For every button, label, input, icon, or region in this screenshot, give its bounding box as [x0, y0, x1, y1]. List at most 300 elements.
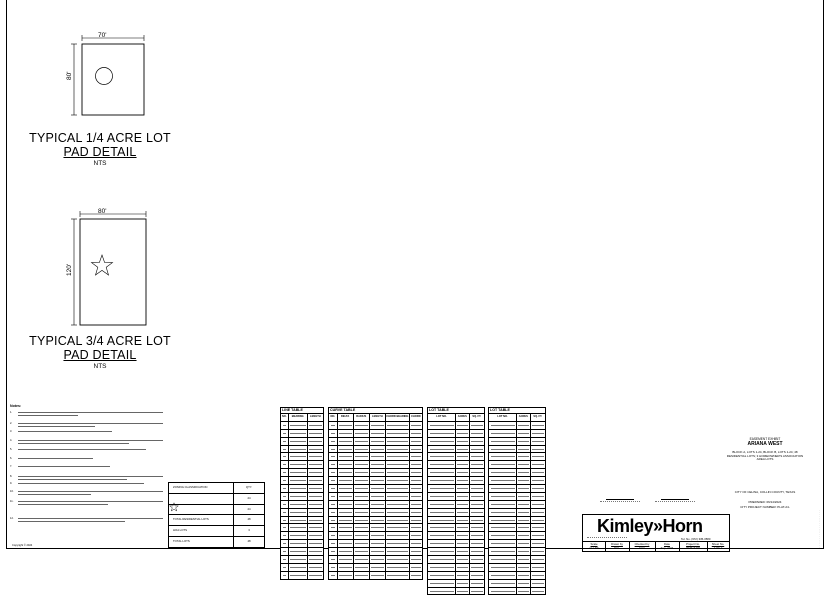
table-row — [281, 500, 323, 508]
table-row — [281, 531, 323, 539]
detail-title-line1: TYPICAL 1/4 ACRE LOT — [29, 131, 171, 145]
table-row — [489, 523, 545, 531]
table-title: LINE TABLE — [282, 408, 303, 412]
table-cell — [517, 548, 531, 555]
table-cell — [281, 564, 289, 571]
table-row — [329, 563, 422, 571]
table-cell — [470, 588, 484, 595]
table-cell — [517, 430, 531, 437]
detail-quarter-acre-drawing — [60, 30, 160, 130]
table-cell — [308, 548, 323, 555]
table-cell — [470, 517, 484, 524]
note-number: 6. — [10, 457, 13, 460]
table-cell — [370, 517, 386, 524]
table-cell — [517, 453, 531, 460]
table-cell — [531, 469, 545, 476]
table-cell — [410, 532, 422, 539]
table-cell — [289, 556, 308, 563]
table-cell — [289, 453, 308, 460]
table-cell — [289, 548, 308, 555]
table-cell — [281, 453, 289, 460]
title-block-row — [583, 541, 729, 552]
table-row — [281, 468, 323, 476]
table-cell — [329, 564, 338, 571]
table-title: CURVE TABLE — [330, 408, 356, 412]
table-row — [329, 547, 422, 555]
table-row — [428, 484, 484, 492]
note-number: 2. — [10, 422, 13, 425]
table-cell — [386, 572, 410, 579]
table-row — [489, 429, 545, 437]
table-row — [428, 445, 484, 453]
table-cell — [329, 469, 338, 476]
table-cell — [428, 469, 456, 476]
table-row — [428, 547, 484, 555]
zoning-row-label: TOTAL LOTS — [169, 537, 234, 547]
firm-logo-kimley: Kimley — [597, 516, 654, 536]
table-cell — [370, 485, 386, 492]
table-cell — [370, 461, 386, 468]
project-name: ARIANA WEST — [747, 441, 783, 447]
table-header-cell: NO. — [329, 414, 338, 421]
table-cell — [289, 517, 308, 524]
table-cell — [531, 532, 545, 539]
table-cell — [517, 540, 531, 547]
table-row — [489, 531, 545, 539]
table-header-cell: ACRES — [456, 414, 470, 421]
lot-pad-outline — [80, 219, 146, 325]
table-cell — [281, 422, 289, 429]
table-row — [428, 587, 484, 595]
table-cell — [428, 422, 456, 429]
table-cell — [308, 493, 323, 500]
table-row — [281, 508, 323, 516]
table-cell — [289, 572, 308, 579]
table-cell — [281, 469, 289, 476]
table-header-cell: LOT NO. — [489, 414, 517, 421]
zoning-row-value: 48 — [247, 517, 251, 522]
table-cell — [456, 501, 470, 508]
table-cell — [489, 493, 517, 500]
table-cell — [338, 509, 354, 516]
table-cell — [456, 580, 470, 587]
table-cell — [428, 493, 456, 500]
table-row — [281, 421, 323, 429]
height-dimension: 80' — [66, 71, 73, 80]
table-cell — [428, 438, 456, 445]
title-block-label: Drawn by — [611, 542, 623, 546]
table-cell — [354, 501, 370, 508]
table-cell — [338, 517, 354, 524]
table-cell — [308, 430, 323, 437]
table-cell — [329, 524, 338, 531]
title-block-value: DGL — [614, 546, 620, 550]
table-cell — [308, 446, 323, 453]
table-cell — [289, 422, 308, 429]
table-cell — [370, 540, 386, 547]
table-title: LOT TABLE — [429, 408, 449, 412]
table-cell — [329, 422, 338, 429]
table-cell — [338, 572, 354, 579]
table-cell — [338, 485, 354, 492]
table-cell — [489, 501, 517, 508]
table-cell — [329, 548, 338, 555]
detail-title-line2: PAD DETAIL — [63, 145, 137, 159]
table-cell — [531, 446, 545, 453]
table-row — [428, 531, 484, 539]
table-header-cell: CHORD BEARING — [386, 414, 410, 421]
zoning-row — [169, 536, 264, 547]
table-cell — [531, 509, 545, 516]
sheet-border-left — [6, 0, 7, 549]
table-row — [489, 460, 545, 468]
note-number: 3. — [10, 430, 13, 433]
table-row — [489, 571, 545, 579]
table-cell — [428, 556, 456, 563]
table-cell — [338, 430, 354, 437]
table-cell — [470, 446, 484, 453]
detail-title — [20, 131, 180, 159]
table-cell — [517, 588, 531, 595]
table-cell — [329, 517, 338, 524]
title-block-value: 063514700 — [686, 546, 700, 550]
firm-phone: Tel. No. (972) 335-3580 — [681, 537, 711, 541]
table-row — [489, 539, 545, 547]
table-cell — [386, 485, 410, 492]
table-cell — [354, 485, 370, 492]
table-cell — [428, 532, 456, 539]
table-row — [281, 555, 323, 563]
zoning-row — [169, 483, 264, 493]
table-cell — [456, 430, 470, 437]
table-cell — [470, 453, 484, 460]
table-cell — [470, 524, 484, 531]
title-block-label: Checked by — [634, 542, 650, 546]
table-header-row — [281, 413, 323, 421]
title-block-label: Scale — [590, 542, 598, 546]
table-header-cell: LENGTH — [370, 414, 386, 421]
table-cell — [386, 477, 410, 484]
table-row — [329, 555, 422, 563]
table-cell — [410, 540, 422, 547]
title-block-cell — [583, 542, 606, 552]
table-cell — [329, 430, 338, 437]
table-row — [428, 571, 484, 579]
table-cell — [531, 556, 545, 563]
table-cell — [386, 461, 410, 468]
title-block-value: Sep. 2024 — [660, 546, 674, 550]
table-row — [489, 476, 545, 484]
firm-title-block — [582, 514, 730, 552]
note-text-lines — [18, 501, 163, 507]
table-header-row — [329, 413, 422, 421]
sheet-border-right — [823, 0, 824, 549]
zoning-row-label: HOA LOTS — [169, 526, 234, 536]
note-text-lines — [18, 431, 163, 434]
table-cell — [370, 532, 386, 539]
table-row — [428, 563, 484, 571]
table-cell — [456, 422, 470, 429]
table-cell — [281, 493, 289, 500]
table-cell — [470, 509, 484, 516]
table-row — [329, 429, 422, 437]
table-cell — [370, 477, 386, 484]
table-cell — [289, 501, 308, 508]
table-cell — [410, 438, 422, 445]
table-row — [428, 476, 484, 484]
table-cell — [289, 540, 308, 547]
table-cell — [370, 501, 386, 508]
table-row — [489, 437, 545, 445]
zoning-row-value: QTY. — [245, 485, 253, 489]
table-row — [329, 484, 422, 492]
table-cell — [308, 461, 323, 468]
table-cell — [289, 461, 308, 468]
arrows-icon: » — [653, 516, 663, 536]
zoning-row-value: 24 — [247, 506, 251, 511]
table-cell — [354, 477, 370, 484]
table-cell — [308, 556, 323, 563]
table-cell — [456, 446, 470, 453]
table-cell — [489, 509, 517, 516]
table-cell — [338, 469, 354, 476]
firm-logo-horn: Horn — [662, 516, 703, 536]
note-number: 8. — [10, 475, 13, 478]
table-row — [281, 460, 323, 468]
table-row — [489, 468, 545, 476]
table-row — [428, 579, 484, 587]
table-cell — [308, 564, 323, 571]
table-cell — [281, 461, 289, 468]
table-row — [281, 492, 323, 500]
note-text-lines — [18, 449, 163, 452]
note-text-lines — [18, 518, 163, 524]
table-cell — [470, 572, 484, 579]
table-cell — [517, 493, 531, 500]
table-cell — [517, 556, 531, 563]
table-row — [489, 555, 545, 563]
table-cell — [354, 446, 370, 453]
table-cell — [289, 532, 308, 539]
curve-table — [328, 407, 423, 580]
table-cell — [428, 461, 456, 468]
table-cell — [281, 501, 289, 508]
table-cell — [281, 532, 289, 539]
zoning-row-value: 24 — [247, 495, 251, 500]
title-block-label: Sheet No. — [711, 542, 725, 546]
table-cell — [338, 446, 354, 453]
table-cell — [281, 509, 289, 516]
table-row — [428, 452, 484, 460]
zoning-summary-table — [168, 482, 265, 548]
table-cell — [338, 422, 354, 429]
table-cell — [470, 493, 484, 500]
table-cell — [410, 430, 422, 437]
table-cell — [386, 438, 410, 445]
table-cell — [370, 493, 386, 500]
table-cell — [470, 532, 484, 539]
table-cell — [386, 548, 410, 555]
table-cell — [338, 501, 354, 508]
table-row — [281, 563, 323, 571]
table-row — [329, 492, 422, 500]
table-cell — [354, 517, 370, 524]
note-text-lines — [18, 423, 163, 429]
table-cell — [456, 572, 470, 579]
table-cell — [370, 446, 386, 453]
table-cell — [308, 438, 323, 445]
table-cell — [489, 524, 517, 531]
table-cell — [428, 453, 456, 460]
table-header-cell: SQ. FT. — [472, 415, 482, 418]
table-cell — [281, 548, 289, 555]
note-text-lines — [18, 466, 163, 469]
table-row — [281, 476, 323, 484]
firm-logo — [597, 516, 703, 536]
table-cell — [470, 422, 484, 429]
table-cell — [386, 517, 410, 524]
table-row — [329, 508, 422, 516]
table-cell — [531, 485, 545, 492]
table-cell — [456, 524, 470, 531]
table-cell — [517, 524, 531, 531]
table-cell — [428, 580, 456, 587]
table-cell — [470, 580, 484, 587]
table-cell — [517, 438, 531, 445]
table-row — [281, 571, 323, 579]
table-cell — [338, 438, 354, 445]
table-cell — [410, 493, 422, 500]
table-cell — [517, 532, 531, 539]
table-cell — [517, 461, 531, 468]
table-cell — [289, 524, 308, 531]
table-header-cell: NO. — [281, 414, 289, 421]
table-cell — [456, 564, 470, 571]
table-row — [329, 539, 422, 547]
table-cell — [281, 556, 289, 563]
table-header-cell: LENGTH — [310, 415, 321, 418]
zoning-row — [169, 525, 264, 536]
table-header-row — [489, 413, 545, 421]
table-cell — [517, 422, 531, 429]
note-text-lines — [18, 412, 163, 418]
table-row — [489, 579, 545, 587]
zoning-row-value: 48 — [247, 538, 251, 543]
table-cell — [370, 572, 386, 579]
table-cell — [410, 501, 422, 508]
table-cell — [289, 564, 308, 571]
table-cell — [489, 422, 517, 429]
table-cell — [338, 453, 354, 460]
table-cell — [456, 485, 470, 492]
title-block-value: 2 OF 2 — [713, 546, 723, 550]
table-cell — [489, 564, 517, 571]
table-title: LOT TABLE — [490, 408, 510, 412]
table-cell — [386, 446, 410, 453]
table-cell — [386, 540, 410, 547]
table-cell — [289, 430, 308, 437]
table-cell — [354, 430, 370, 437]
table-cell — [531, 422, 545, 429]
table-cell — [289, 493, 308, 500]
table-cell — [281, 430, 289, 437]
table-cell — [517, 501, 531, 508]
table-row — [281, 516, 323, 524]
table-cell — [410, 548, 422, 555]
table-cell — [386, 469, 410, 476]
table-cell — [289, 469, 308, 476]
table-header-cell: SQ. FT. — [533, 415, 543, 418]
zoning-row — [169, 493, 264, 504]
table-row — [428, 468, 484, 476]
table-cell — [329, 501, 338, 508]
detail-three-quarter-acre-drawing — [60, 205, 160, 330]
table-cell — [308, 469, 323, 476]
county-line: CITY OF CELINA, COLLIN COUNTY, TEXAS — [734, 490, 796, 494]
table-row — [428, 555, 484, 563]
table-cell — [410, 453, 422, 460]
table-row — [489, 492, 545, 500]
star-marker-icon — [92, 255, 113, 275]
note-number: 1. — [10, 411, 13, 414]
table-cell — [308, 517, 323, 524]
lot-table-left — [427, 407, 485, 595]
table-cell — [308, 485, 323, 492]
table-cell — [308, 422, 323, 429]
notes-footer: Copyright © 2024 — [12, 544, 33, 547]
table-cell — [308, 524, 323, 531]
table-row — [489, 547, 545, 555]
table-cell — [428, 477, 456, 484]
zoning-row — [169, 504, 264, 515]
table-cell — [531, 540, 545, 547]
table-cell — [386, 532, 410, 539]
table-cell — [386, 509, 410, 516]
table-cell — [386, 524, 410, 531]
table-cell — [338, 540, 354, 547]
table-row — [329, 516, 422, 524]
table-cell — [289, 485, 308, 492]
table-row — [489, 452, 545, 460]
table-cell — [470, 461, 484, 468]
table-cell — [470, 438, 484, 445]
table-cell — [531, 572, 545, 579]
title-block-label: Project No. — [686, 542, 700, 546]
table-cell — [489, 540, 517, 547]
table-cell — [308, 477, 323, 484]
table-cell — [329, 540, 338, 547]
lot-table-right — [488, 407, 546, 595]
table-cell — [456, 453, 470, 460]
table-row — [281, 547, 323, 555]
table-cell — [370, 564, 386, 571]
table-cell — [489, 453, 517, 460]
table-cell — [281, 477, 289, 484]
table-cell — [428, 524, 456, 531]
table-row — [428, 492, 484, 500]
table-row — [428, 429, 484, 437]
table-row — [281, 523, 323, 531]
table-row — [281, 445, 323, 453]
table-cell — [329, 461, 338, 468]
table-cell — [410, 509, 422, 516]
table-cell — [329, 446, 338, 453]
sheet-edge-text: · · · · · · · · · · · · · · · · · · · · · — [817, 510, 821, 548]
table-cell — [456, 469, 470, 476]
star-legend-icon — [169, 502, 179, 512]
table-cell — [370, 548, 386, 555]
table-cell — [489, 580, 517, 587]
